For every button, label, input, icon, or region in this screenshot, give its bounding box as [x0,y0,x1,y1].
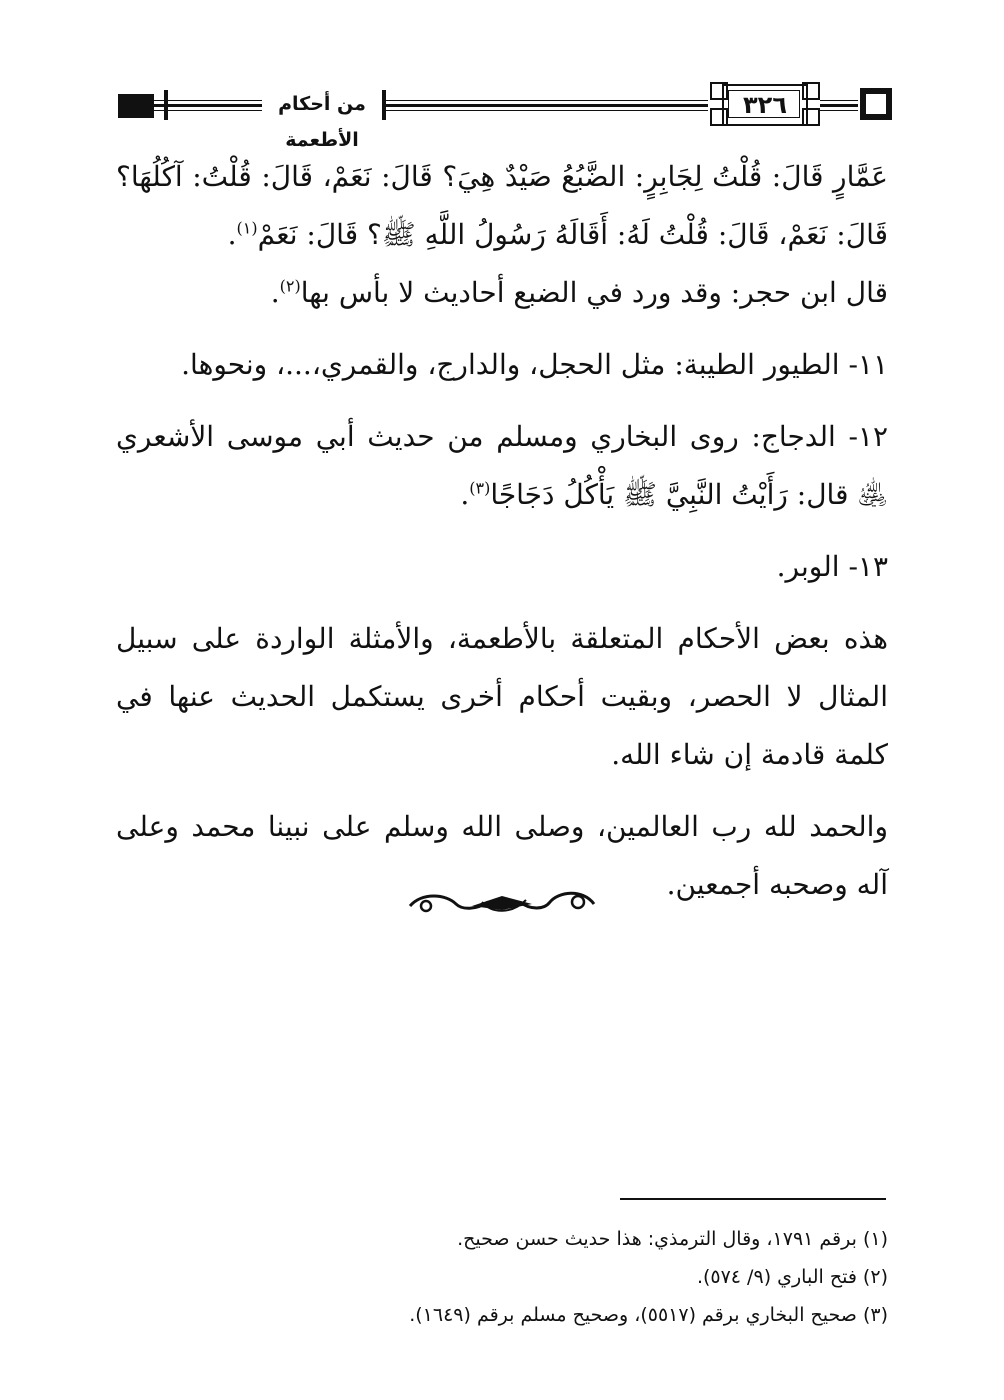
page-number: ٣٢٦ [743,91,787,119]
text-line: آكُلُهَا؟ قَالَ: نَعَمْ، قَالَ: قُلْتُ لَهُ: أَقَالَهُ رَسُولُ اللَّهِ ﷺ؟ قَالَ: نَعَمْ [116,160,888,251]
header-square-ornament [860,88,892,120]
footnote-separator [620,1198,886,1200]
list-item-text: ١٢- الدجاج: روى البخاري ومسلم من حديث أبي موسى الأشعري ﵁ قال: رَأَيْتُ النَّبِيَّ ﷺ يَأْكُلُ دَجَاجًا [116,420,888,511]
paragraph: هذه بعض الأحكام المتعلقة بالأطعمة، والأمثلة الواردة على سبيل المثال لا الحصر، وبقيت أحكام أخرى يستكمل الحديث عنها في كلمة قادمة إن شاء الله. [116,622,888,771]
punctuation: . [270,276,280,309]
punctuation: . [227,218,237,251]
page-number-frame [708,82,820,126]
text-line: قال ابن حجر: وقد ورد في الضبع أحاديث لا بأس بها [300,276,888,309]
list-item: ١١- الطيور الطيبة: مثل الحجل، والدارج، والقمري،...، ونحوها. [181,348,888,381]
footnotes [116,1220,888,1334]
chapter-title: من أحكام الأطعمة [262,86,382,122]
header-end-block [118,94,154,118]
list-item: ١٣- الوبر. [776,550,888,583]
running-header [112,80,892,151]
footnote-ref[interactable]: (٢) [279,276,301,296]
footnote-ref[interactable]: (١) [236,218,258,238]
main-text [116,148,888,928]
paragraph: والحمد لله رب العالمين، وصلى الله وسلم على نبينا محمد وعلى آله وصحبه أجمعين. [116,810,888,901]
footnote: (٣) صحيح البخاري برقم (٥٥١٧)، وصحيح مسلم برقم (١٦٤٩). [409,1304,888,1326]
decorative-divider-icon [402,880,602,926]
header-divider [164,90,168,120]
footnote-ref[interactable]: (٣) [469,478,491,498]
header-divider [382,90,386,120]
text-line: عَمَّارٍ قَالَ: قُلْتُ لِجَابِرٍ: الضَّبُعُ صَيْدٌ هِيَ؟ قَالَ: نَعَمْ، قَالَ: قُلْتُ: [192,160,888,193]
paragraph [116,148,888,322]
list-item [116,408,888,524]
footnote: (١) برقم ١٧٩١، وقال الترمذي: هذا حديث حسن صحيح. [457,1228,888,1250]
punctuation: . [460,478,470,511]
footnote: (٢) فتح الباري (٩/ ٥٧٤). [696,1266,888,1288]
